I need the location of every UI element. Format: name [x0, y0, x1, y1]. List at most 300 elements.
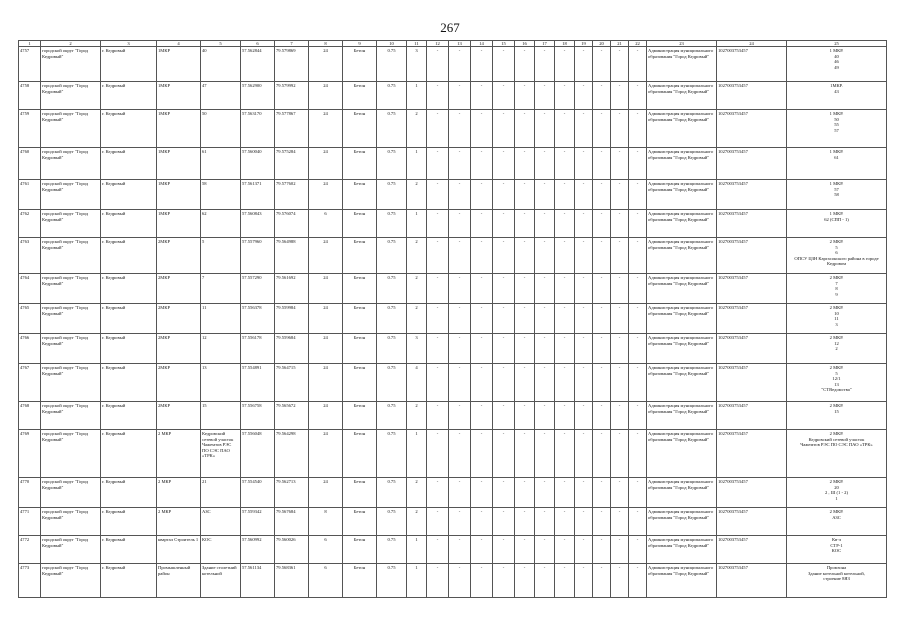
address-line: 46	[834, 59, 839, 65]
table-cell-col-20: -	[593, 210, 611, 238]
table-cell-col-23: Администрация муниципального образования "Город Кедровый"	[647, 536, 717, 564]
table-cell-col-23: Администрация муниципального образования "Город Кедровый"	[647, 564, 717, 598]
table-cell-col-11: 1	[407, 536, 427, 564]
table-cell-col-21: -	[611, 180, 629, 210]
column-number: 9	[343, 41, 377, 47]
table-cell-col-3: г. Кедровый	[101, 402, 157, 430]
table-cell-col-2: городской округ "Город Кедровый"	[41, 238, 101, 274]
table-cell-col-11: 2	[407, 304, 427, 334]
table-cell-col-10: 0.75	[377, 180, 407, 210]
table-cell-col-15: -	[493, 82, 515, 110]
table-cell-col-8: 24	[309, 430, 343, 478]
table-cell-col-10: 0.75	[377, 364, 407, 402]
table-cell-col-7: 79.559684	[275, 334, 309, 364]
table-cell-col-16: -	[515, 180, 535, 210]
table-cell-col-23: Администрация муниципального образования "Город Кедровый"	[647, 334, 717, 364]
table-cell-col-3: г. Кедровый	[101, 364, 157, 402]
table-cell-col-3: г. Кедровый	[101, 47, 157, 82]
table-cell-col-8: 24	[309, 274, 343, 304]
address-line: 11	[834, 316, 839, 322]
table-cell-col-6: 57.561134	[241, 564, 275, 598]
table-cell-col-17: -	[535, 334, 555, 364]
table-cell-col-14: -	[471, 304, 493, 334]
table-cell-col-24: 1027003753457	[717, 334, 787, 364]
table-cell-col-15: -	[493, 536, 515, 564]
table-cell-col-12: -	[427, 564, 449, 598]
table-cell-col-18: -	[555, 364, 575, 402]
address-line: 6	[835, 250, 838, 256]
table-cell-col-23: Администрация муниципального образования "Город Кедровый"	[647, 180, 717, 210]
table-row	[19, 110, 887, 148]
table-cell-col-11: 1	[407, 564, 427, 598]
table-cell-col-19: -	[575, 110, 593, 148]
table-cell-col-23: Администрация муниципального образования "Город Кедровый"	[647, 402, 717, 430]
table-cell-col-4: 1МКР	[157, 180, 201, 210]
table-cell-col-10: 0.75	[377, 508, 407, 536]
table-cell-col-18: -	[555, 82, 575, 110]
table-cell-col-17: -	[535, 274, 555, 304]
table-cell-col-7: 79.567684	[275, 508, 309, 536]
table-cell-col-10: 0.75	[377, 334, 407, 364]
table-cell-col-21: -	[611, 304, 629, 334]
column-number: 22	[629, 41, 647, 47]
table-cell-col-4: 1МКР	[157, 210, 201, 238]
table-cell-col-3: г. Кедровый	[101, 180, 157, 210]
address-line: 8	[835, 286, 838, 292]
table-cell-col-1: 4760	[19, 148, 41, 180]
table-cell-col-5: 40	[201, 47, 241, 82]
table-cell-col-12: -	[427, 82, 449, 110]
table-cell-col-1: 4762	[19, 210, 41, 238]
table-cell-col-9: Бетон	[343, 274, 377, 304]
address-line: 1 МКР.	[829, 181, 844, 186]
table-cell-col-18: -	[555, 402, 575, 430]
table-cell-col-7: 79.579869	[275, 47, 309, 82]
column-number: 2	[41, 41, 101, 47]
table-cell-col-4: 2МКР	[157, 304, 201, 334]
table-cell-col-18: -	[555, 47, 575, 82]
table-cell-col-9: Бетон	[343, 478, 377, 508]
address-line: 7	[835, 280, 838, 286]
table-cell-col-22: -	[629, 478, 647, 508]
table-cell-col-24: 1027003753457	[717, 238, 787, 274]
page-number: 267	[440, 20, 460, 35]
table-cell-col-22: -	[629, 47, 647, 82]
table-cell-col-11: 1	[407, 430, 427, 478]
column-number: 10	[377, 41, 407, 47]
table-cell-col-25	[787, 478, 887, 508]
table-cell-col-22: -	[629, 536, 647, 564]
column-number: 23	[647, 41, 717, 47]
table-cell-col-23: Администрация муниципального образования "Город Кедровый"	[647, 304, 717, 334]
table-cell-col-7: 79.561692	[275, 274, 309, 304]
table-cell-col-9: Бетон	[343, 402, 377, 430]
address-line: 12/1	[832, 376, 841, 382]
table-cell-col-5: Кедровский сетевой участок Чажемтов РЭС ПО СЭС ПАО «ТРК»	[201, 430, 241, 478]
table-cell-col-5: 13	[201, 364, 241, 402]
table-cell-col-15: -	[493, 364, 515, 402]
table-cell-col-1: 4765	[19, 304, 41, 334]
table-cell-col-22: -	[629, 274, 647, 304]
table-cell-col-22: -	[629, 334, 647, 364]
table-cell-col-21: -	[611, 210, 629, 238]
table-cell-col-19: -	[575, 564, 593, 598]
table-row	[19, 402, 887, 430]
table-cell-col-12: -	[427, 148, 449, 180]
table-cell-col-14: -	[471, 536, 493, 564]
table-cell-col-9: Бетон	[343, 210, 377, 238]
table-row	[19, 238, 887, 274]
address-line: строение 8ЯЗ	[823, 576, 850, 582]
address-line: 62 (СПП - 1)	[824, 216, 849, 222]
table-cell-col-16: -	[515, 110, 535, 148]
table-cell-col-24: 1027003753457	[717, 210, 787, 238]
table-cell-col-6: 57.556178	[241, 334, 275, 364]
table-cell-col-6: 57.554891	[241, 364, 275, 402]
table-cell-col-4: 1МКР	[157, 47, 201, 82]
table-cell-col-11: 2	[407, 402, 427, 430]
table-cell-col-16: -	[515, 47, 535, 82]
table-cell-col-13: -	[449, 210, 471, 238]
table-cell-col-18: -	[555, 238, 575, 274]
table-cell-col-3: г. Кедровый	[101, 110, 157, 148]
table-cell-col-12: -	[427, 478, 449, 508]
table-cell-col-7: 79.576074	[275, 210, 309, 238]
table-cell-col-22: -	[629, 402, 647, 430]
table-cell-col-6: 57.559342	[241, 508, 275, 536]
table-cell-col-16: -	[515, 238, 535, 274]
table-cell-col-23: Администрация муниципального образования "Город Кедровый"	[647, 478, 717, 508]
table-cell-col-20: -	[593, 180, 611, 210]
address-line: 1 МКР.	[829, 48, 844, 53]
column-number: 25	[787, 41, 887, 47]
table-cell-col-1: 4768	[19, 402, 41, 430]
table-cell-col-19: -	[575, 180, 593, 210]
table-cell-col-21: -	[611, 238, 629, 274]
table-cell-col-16: -	[515, 334, 535, 364]
table-cell-col-12: -	[427, 180, 449, 210]
table-cell-col-1: 4757	[19, 47, 41, 82]
table-cell-col-21: -	[611, 110, 629, 148]
table-cell-col-1: 4770	[19, 478, 41, 508]
table-cell-col-20: -	[593, 478, 611, 508]
table-cell-col-24: 1027003753457	[717, 536, 787, 564]
table-cell-col-6: 57.557290	[241, 274, 275, 304]
address-line: Кедровский сетевой участок	[808, 436, 865, 442]
table-cell-col-24: 1027003753457	[717, 274, 787, 304]
table-cell-col-10: 0.75	[377, 82, 407, 110]
table-row	[19, 148, 887, 180]
table-cell-col-2: городской округ "Город Кедровый"	[41, 274, 101, 304]
table-cell-col-9: Бетон	[343, 334, 377, 364]
table-cell-col-23: Администрация муниципального образования "Город Кедровый"	[647, 238, 717, 274]
column-number: 8	[309, 41, 343, 47]
table-cell-col-8: 6	[309, 564, 343, 598]
table-cell-col-23: Администрация муниципального образования "Город Кедровый"	[647, 82, 717, 110]
table-cell-col-6: 57.557960	[241, 238, 275, 274]
table-cell-col-12: -	[427, 210, 449, 238]
table-cell-col-22: -	[629, 180, 647, 210]
table-cell-col-3: г. Кедровый	[101, 238, 157, 274]
table-cell-col-18: -	[555, 148, 575, 180]
table-cell-col-14: -	[471, 430, 493, 478]
table-cell-col-6: 57.560040	[241, 148, 275, 180]
address-line: 1	[835, 495, 838, 501]
table-cell-col-19: -	[575, 238, 593, 274]
table-cell-col-18: -	[555, 110, 575, 148]
table-cell-col-11: 2	[407, 274, 427, 304]
table-cell-col-19: -	[575, 536, 593, 564]
table-cell-col-14: -	[471, 478, 493, 508]
table-cell-col-24: 1027003753457	[717, 110, 787, 148]
table-cell-col-12: -	[427, 110, 449, 148]
table-row	[19, 304, 887, 334]
column-number: 19	[575, 41, 593, 47]
address-line: 1 МКР.	[829, 111, 844, 116]
table-cell-col-18: -	[555, 564, 575, 598]
table-cell-col-5: 21	[201, 478, 241, 508]
table-cell-col-16: -	[515, 402, 535, 430]
table-cell-col-6: 57.560992	[241, 536, 275, 564]
table-cell-col-14: -	[471, 274, 493, 304]
table-cell-col-23: Администрация муниципального образования "Город Кедровый"	[647, 47, 717, 82]
address-line: 2	[835, 346, 838, 352]
column-number: 14	[471, 41, 493, 47]
table-cell-col-5: 7	[201, 274, 241, 304]
table-cell-col-16: -	[515, 364, 535, 402]
table-cell-col-17: -	[535, 536, 555, 564]
table-cell-col-8: 24	[309, 334, 343, 364]
table-cell-col-13: -	[449, 334, 471, 364]
table-cell-col-8: 24	[309, 402, 343, 430]
address-line: 49	[834, 64, 839, 70]
table-cell-col-13: -	[449, 304, 471, 334]
table-cell-col-25	[787, 304, 887, 334]
table-cell-col-25	[787, 148, 887, 180]
table-cell-col-10: 0.75	[377, 274, 407, 304]
table-cell-col-10: 0.75	[377, 478, 407, 508]
table-cell-col-5: 61	[201, 148, 241, 180]
table-cell-col-2: городской округ "Город Кедровый"	[41, 508, 101, 536]
table-row	[19, 210, 887, 238]
address-line: 55	[834, 122, 839, 128]
table-cell-col-2: городской округ "Город Кедровый"	[41, 334, 101, 364]
table-cell-col-10: 0.75	[377, 110, 407, 148]
table-cell-col-14: -	[471, 47, 493, 82]
address-line: ОПСУ ЦЗН Каргасокского района в городе Кедровом	[794, 255, 879, 267]
address-line: 12	[834, 340, 839, 346]
address-line: 2 МКР.	[829, 335, 844, 340]
table-cell-col-14: -	[471, 210, 493, 238]
table-cell-col-16: -	[515, 564, 535, 598]
address-line: 1 МКР.	[829, 149, 844, 154]
table-cell-col-13: -	[449, 478, 471, 508]
table-cell-col-12: -	[427, 238, 449, 274]
table-cell-col-22: -	[629, 110, 647, 148]
table-cell-col-20: -	[593, 334, 611, 364]
table-cell-col-9: Бетон	[343, 364, 377, 402]
table-cell-col-10: 0.75	[377, 536, 407, 564]
table-cell-col-15: -	[493, 304, 515, 334]
address-line: 1МКР.	[830, 83, 843, 88]
table-cell-col-4: 2МКР	[157, 402, 201, 430]
table-cell-col-4: 1МКР	[157, 110, 201, 148]
table-cell-col-16: -	[515, 430, 535, 478]
table-cell-col-7: 79.575284	[275, 148, 309, 180]
table-cell-col-22: -	[629, 238, 647, 274]
address-line: Чажемтов РЭС ПО СЭС ПАО «ТРК»	[800, 442, 873, 448]
table-cell-col-2: городской округ "Город Кедровый"	[41, 82, 101, 110]
table-cell-col-3: г. Кедровый	[101, 304, 157, 334]
table-cell-col-13: -	[449, 564, 471, 598]
table-cell-col-11: 4	[407, 364, 427, 402]
table-row	[19, 564, 887, 598]
table-cell-col-14: -	[471, 180, 493, 210]
table-cell-col-6: 57.554540	[241, 478, 275, 508]
table-cell-col-1: 4773	[19, 564, 41, 598]
table-cell-col-15: -	[493, 478, 515, 508]
column-number: 11	[407, 41, 427, 47]
table-cell-col-19: -	[575, 364, 593, 402]
table-cell-col-13: -	[449, 180, 471, 210]
column-number: 5	[201, 41, 241, 47]
table-cell-col-9: Бетон	[343, 430, 377, 478]
table-cell-col-9: Бетон	[343, 304, 377, 334]
column-number: 4	[157, 41, 201, 47]
address-line: 40	[834, 53, 839, 59]
table-row	[19, 180, 887, 210]
table-cell-col-20: -	[593, 238, 611, 274]
table-cell-col-7: 79.560026	[275, 536, 309, 564]
address-line: 57	[834, 127, 839, 133]
table-cell-col-25	[787, 274, 887, 304]
table-cell-col-17: -	[535, 564, 555, 598]
column-number: 17	[535, 41, 555, 47]
table-cell-col-25	[787, 180, 887, 210]
table-cell-col-1: 4761	[19, 180, 41, 210]
registry-table	[18, 40, 887, 598]
column-number: 16	[515, 41, 535, 47]
table-cell-col-18: -	[555, 210, 575, 238]
table-cell-col-24: 1027003753457	[717, 478, 787, 508]
table-cell-col-18: -	[555, 478, 575, 508]
table-cell-col-20: -	[593, 274, 611, 304]
table-cell-col-11: 3	[407, 334, 427, 364]
table-cell-col-12: -	[427, 274, 449, 304]
table-cell-col-19: -	[575, 334, 593, 364]
table-cell-col-10: 0.75	[377, 47, 407, 82]
table-cell-col-2: городской округ "Город Кедровый"	[41, 536, 101, 564]
table-cell-col-4: Промышленный район	[157, 564, 201, 598]
table-row	[19, 536, 887, 564]
table-row	[19, 47, 887, 82]
address-line: 2 МКР.	[829, 239, 844, 244]
table-cell-col-11: 2	[407, 110, 427, 148]
address-line: 5	[835, 244, 838, 250]
table-cell-col-1: 4759	[19, 110, 41, 148]
table-cell-col-18: -	[555, 430, 575, 478]
table-cell-col-12: -	[427, 508, 449, 536]
address-line: 5	[835, 370, 838, 376]
table-cell-col-12: -	[427, 364, 449, 402]
table-cell-col-12: -	[427, 334, 449, 364]
table-cell-col-14: -	[471, 402, 493, 430]
table-cell-col-19: -	[575, 478, 593, 508]
table-cell-col-18: -	[555, 334, 575, 364]
table-cell-col-2: городской округ "Город Кедровый"	[41, 148, 101, 180]
table-cell-col-4: 1МКР	[157, 148, 201, 180]
table-cell-col-1: 4763	[19, 238, 41, 274]
table-cell-col-11: 2	[407, 238, 427, 274]
table-cell-col-19: -	[575, 148, 593, 180]
table-row	[19, 508, 887, 536]
address-line: 13	[834, 381, 839, 387]
table-cell-col-17: -	[535, 210, 555, 238]
address-line: 10	[834, 310, 839, 316]
table-cell-col-19: -	[575, 430, 593, 478]
table-cell-col-8: 24	[309, 47, 343, 82]
table-cell-col-18: -	[555, 274, 575, 304]
table-cell-col-3: г. Кедровый	[101, 564, 157, 598]
address-line: КОС	[831, 548, 842, 554]
address-line: АЗС	[832, 514, 841, 520]
table-cell-col-2: городской округ "Город Кедровый"	[41, 210, 101, 238]
table-cell-col-17: -	[535, 402, 555, 430]
table-cell-col-23: Администрация муниципального образования "Город Кедровый"	[647, 430, 717, 478]
address-line: 2 МКР.	[829, 365, 844, 370]
address-line: "СТВедомства"	[821, 387, 852, 393]
address-line: 2 , Ш (1 - 2)	[824, 490, 848, 496]
table-row	[19, 334, 887, 364]
table-cell-col-17: -	[535, 364, 555, 402]
address-line: 15	[834, 408, 839, 414]
column-number: 7	[275, 41, 309, 47]
table-cell-col-14: -	[471, 238, 493, 274]
table-cell-col-2: городской округ "Город Кедровый"	[41, 110, 101, 148]
column-number: 3	[101, 41, 157, 47]
table-cell-col-2: городской округ "Город Кедровый"	[41, 564, 101, 598]
table-cell-col-22: -	[629, 304, 647, 334]
table-cell-col-17: -	[535, 148, 555, 180]
table-cell-col-16: -	[515, 82, 535, 110]
address-line: 58	[834, 192, 839, 198]
table-cell-col-25	[787, 508, 887, 536]
address-line: 57	[834, 186, 839, 192]
table-cell-col-6: 57.562900	[241, 82, 275, 110]
table-cell-col-8: 24	[309, 180, 343, 210]
table-cell-col-9: Бетон	[343, 47, 377, 82]
table-cell-col-10: 0.75	[377, 148, 407, 180]
table-cell-col-1: 4767	[19, 364, 41, 402]
table-cell-col-1: 4758	[19, 82, 41, 110]
table-cell-col-14: -	[471, 334, 493, 364]
table-cell-col-24: 1027003753457	[717, 304, 787, 334]
table-cell-col-25	[787, 564, 887, 598]
table-cell-col-24: 1027003753457	[717, 82, 787, 110]
table-cell-col-9: Бетон	[343, 238, 377, 274]
table-cell-col-24: 1027003753457	[717, 148, 787, 180]
table-cell-col-3: г. Кедровый	[101, 536, 157, 564]
table-cell-col-5: 12	[201, 334, 241, 364]
table-cell-col-25	[787, 334, 887, 364]
table-cell-col-15: -	[493, 180, 515, 210]
table-cell-col-25	[787, 82, 887, 110]
table-cell-col-21: -	[611, 478, 629, 508]
table-cell-col-4: 2 МКР	[157, 430, 201, 478]
table-row	[19, 364, 887, 402]
table-cell-col-15: -	[493, 148, 515, 180]
column-number: 6	[241, 41, 275, 47]
